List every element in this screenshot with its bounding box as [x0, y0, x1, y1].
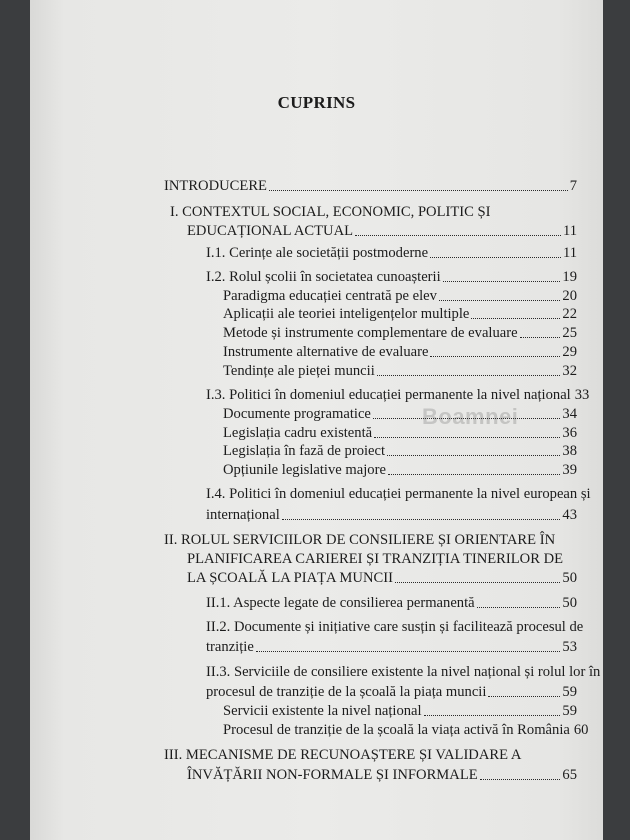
leader-dots	[374, 436, 560, 438]
toc-entry-page: 38	[562, 443, 577, 459]
toc-entry-label: I.3. Politici în domeniul educației permanente la nivel național	[206, 387, 571, 403]
toc-entry-section-1-3	[206, 386, 590, 404]
toc-entry-subsection	[223, 324, 577, 342]
toc-entry-page: 36	[562, 425, 577, 441]
toc-entry-subsection	[223, 305, 577, 323]
toc-entry-label: Legislația în fază de proiect	[223, 443, 386, 459]
toc-entry-subsection	[223, 702, 577, 720]
toc-entry-label: Metode și instrumente complementare de evaluare	[223, 325, 518, 341]
toc-entry-subsection	[223, 461, 577, 479]
toc-entry-label: internațional	[206, 507, 280, 523]
toc-entry-page: 39	[562, 462, 577, 478]
leader-dots	[439, 299, 560, 301]
toc-entry-label: INTRODUCERE	[164, 178, 267, 194]
toc-entry-section-2-1	[206, 594, 577, 612]
leader-dots	[395, 581, 560, 583]
toc-entry-label: tranziție	[206, 639, 254, 655]
toc-entry-subsection	[223, 287, 577, 305]
table-of-contents	[30, 0, 603, 840]
toc-entry-label: Instrumente alternative de evaluare	[223, 344, 429, 360]
toc-entry-page: 22	[562, 306, 577, 322]
toc-entry-page: 50	[562, 570, 577, 586]
toc-entry-introducere	[164, 177, 577, 195]
toc-entry-section-2-3	[206, 683, 577, 701]
toc-entry-section-1-4	[206, 506, 577, 524]
leader-dots	[387, 454, 560, 456]
toc-entry-page: 53	[562, 639, 577, 655]
toc-entry-page: 43	[562, 507, 577, 523]
toc-entry-page: 34	[562, 406, 577, 422]
toc-entry-page: 11	[562, 223, 577, 239]
page-title: CUPRINS	[277, 93, 356, 112]
toc-entry-page: 11	[562, 245, 577, 261]
toc-entry-subsection	[223, 721, 589, 739]
leader-dots	[480, 778, 561, 780]
toc-entry-label: Documente programatice	[223, 406, 371, 422]
book-page	[30, 0, 603, 840]
toc-entry-subsection	[223, 343, 577, 361]
toc-entry-label: LA ȘCOALĂ LA PIAȚA MUNCII	[187, 570, 393, 586]
leader-dots	[430, 256, 561, 258]
toc-entry-page: 60	[573, 722, 589, 738]
toc-entry-label: Tendințe ale pieței muncii	[223, 363, 375, 379]
toc-entry-page: 59	[562, 684, 577, 700]
toc-entry-chapter-3	[187, 766, 577, 784]
leader-dots	[269, 189, 568, 191]
toc-entry-page: 20	[562, 288, 577, 304]
leader-dots	[471, 317, 560, 319]
leader-dots	[282, 518, 561, 520]
leader-dots	[355, 234, 561, 236]
toc-entry-page: 7	[569, 178, 577, 194]
toc-entry-label: II.1. Aspecte legate de consilierea permanentă	[206, 595, 475, 611]
toc-entry-label: Procesul de tranziție de la școală la viața activă în România	[223, 722, 570, 738]
toc-entry-label: I.1. Cerințe ale societății postmoderne	[206, 245, 429, 261]
leader-dots	[477, 606, 561, 608]
watermark: Boamnei	[422, 404, 519, 429]
toc-entry-label: procesul de tranziție de la școală la piața muncii	[206, 684, 487, 700]
toc-entry-line: II.3. Serviciile de consiliere existente la nivel național și rolul lor în	[206, 664, 601, 680]
toc-entry-subsection	[223, 405, 577, 423]
toc-entry-label: Opțiunile legislative majore	[223, 462, 386, 478]
toc-entry-chapter-1	[187, 222, 577, 240]
toc-entry-section-1-1	[206, 244, 577, 262]
toc-entry-label: ÎNVĂȚĂRII NON-FORMALE ȘI INFORMALE	[187, 767, 478, 783]
toc-entry-label: Servicii existente la nivel național	[223, 703, 422, 719]
leader-dots	[520, 336, 561, 338]
toc-entry-page: 19	[562, 269, 577, 285]
toc-entry-line: III. MECANISME DE RECUNOAȘTERE ȘI VALIDARE A	[164, 747, 522, 763]
toc-entry-label: Aplicații ale teoriei inteligențelor multiple	[223, 306, 470, 322]
toc-entry-chapter-2	[187, 569, 577, 587]
toc-entry-page: 29	[562, 344, 577, 360]
toc-entry-page: 25	[562, 325, 577, 341]
leader-dots	[256, 650, 561, 652]
toc-entry-page: 50	[562, 595, 577, 611]
toc-entry-subsection	[223, 424, 577, 442]
leader-dots	[443, 280, 561, 282]
toc-entry-line: I. CONTEXTUL SOCIAL, ECONOMIC, POLITIC ȘI	[170, 204, 491, 220]
toc-entry-subsection	[223, 362, 577, 380]
leader-dots	[424, 714, 561, 716]
toc-entry-section-2-2	[206, 638, 577, 656]
toc-entry-label: Paradigma educației centrată pe elev	[223, 288, 437, 304]
leader-dots	[388, 473, 560, 475]
toc-entry-label: I.2. Rolul școlii în societatea cunoașterii	[206, 269, 441, 285]
leader-dots	[488, 695, 560, 697]
leader-dots	[377, 374, 561, 376]
toc-entry-line: I.4. Politici în domeniul educației permanente la nivel european și	[206, 486, 591, 502]
toc-entry-page: 65	[562, 767, 577, 783]
toc-entry-page: 32	[562, 363, 577, 379]
toc-entry-page: 59	[562, 703, 577, 719]
toc-entry-label: Legislația cadru existentă	[223, 425, 373, 441]
toc-entry-subsection	[223, 442, 577, 460]
toc-entry-page: 33	[574, 387, 590, 403]
toc-entry-label: EDUCAȚIONAL ACTUAL	[187, 223, 354, 239]
toc-entry-line: II.2. Documente și inițiative care susțin și facilitează procesul de	[206, 619, 584, 635]
leader-dots	[430, 355, 560, 357]
toc-entry-line: II. ROLUL SERVICIILOR DE CONSILIERE ȘI ORIENTARE ÎN	[164, 532, 556, 548]
leader-dots	[373, 417, 561, 419]
toc-entry-line: PLANIFICAREA CARIEREI ȘI TRANZIȚIA TINERILOR DE	[187, 551, 564, 567]
toc-entry-section-1-2	[206, 268, 577, 286]
